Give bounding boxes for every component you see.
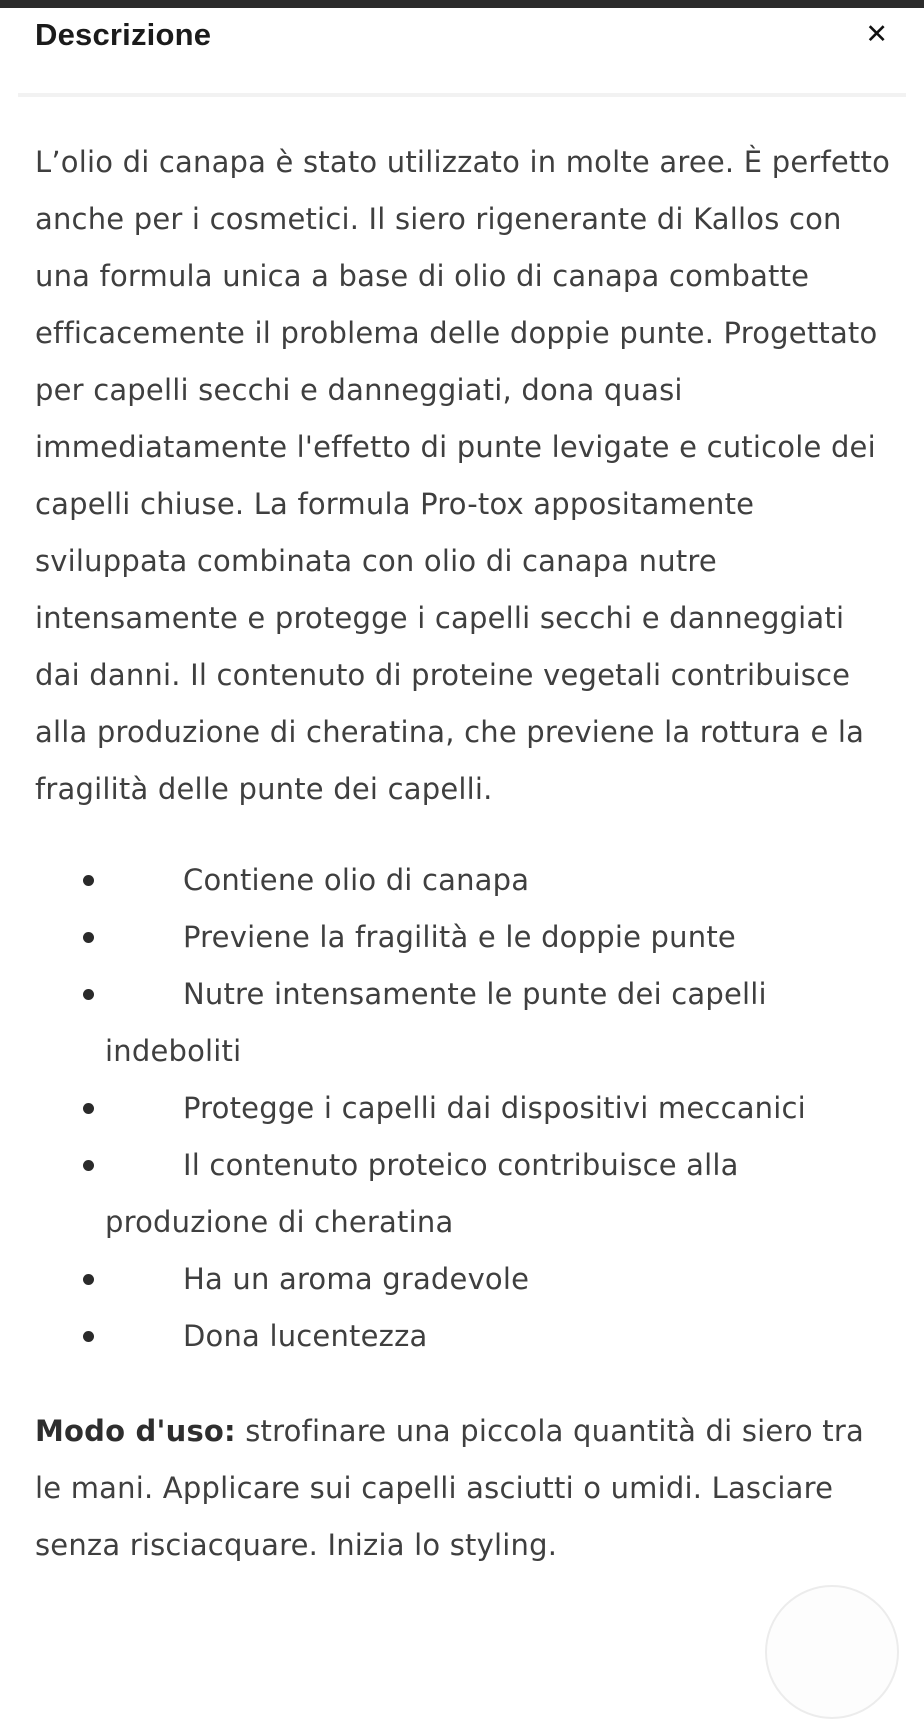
- bullet-dot-icon: [83, 1274, 94, 1285]
- bullet-item: [35, 909, 890, 966]
- top-edge-bar: [0, 0, 924, 8]
- usage-label: Modo d'uso:: [35, 1414, 236, 1448]
- header-divider: [18, 93, 906, 97]
- description-content: [0, 134, 924, 1574]
- close-icon: ✕: [865, 19, 888, 50]
- bullet-item: [35, 1080, 890, 1137]
- bullet-item: [35, 1251, 890, 1308]
- description-paragraph: L’olio di canapa è stato utilizzato in molte aree. È perfetto anche per i cosmetici. Il siero rigenerante di Kallos con una formula unica a base di olio di canapa combatte efficacemente il problema delle doppie punte. Progettato per capelli secchi e danneggiati, dona quasi immediatamente l'effetto di punte levigate e cuticole dei capelli chiuse. La formula Pro-tox appositamente sviluppata combinata con olio di canapa nutre intensamente e protegge i capelli secchi e danneggiati dai danni. Il contenuto di proteine vegetali contribuisce alla produzione di cheratina, che previene la rottura e la fragilità delle punte dei capelli.: [35, 145, 891, 806]
- bullet-item: [35, 1308, 890, 1365]
- bullet-text: Contiene olio di canapa: [183, 863, 530, 897]
- usage-paragraph: [35, 1403, 890, 1574]
- bullet-dot-icon: [83, 932, 94, 943]
- page-title: Descrizione: [35, 17, 212, 52]
- floating-action-button-partial[interactable]: [765, 1585, 899, 1719]
- bullet-dot-icon: [83, 875, 94, 886]
- bullet-text: Previene la fragilità e le doppie punte: [183, 920, 736, 954]
- bullet-text: Nutre intensamente le punte dei capelli indeboliti: [105, 977, 767, 1068]
- usage-text: strofinare una piccola quantità di siero tra le mani. Applicare sui capelli asciutti o umidi. Lasciare senza risciacquare. Inizia lo styling.: [35, 1414, 864, 1562]
- bullet-text: Dona lucentezza: [183, 1319, 428, 1353]
- bullet-dot-icon: [83, 1103, 94, 1114]
- bullet-item: [35, 966, 890, 1080]
- bullet-item: [35, 1137, 890, 1251]
- bullet-item: [35, 852, 890, 909]
- close-button[interactable]: [859, 16, 894, 54]
- modal-header: [0, 8, 924, 56]
- bullet-dot-icon: [83, 989, 94, 1000]
- bullet-text: Il contenuto proteico contribuisce alla produzione di cheratina: [105, 1148, 739, 1239]
- feature-bullet-list: [35, 852, 890, 1365]
- bullet-dot-icon: [83, 1160, 94, 1171]
- bullet-text: Protegge i capelli dai dispositivi meccanici: [183, 1091, 806, 1125]
- bullet-dot-icon: [83, 1331, 94, 1342]
- bullet-text: Ha un aroma gradevole: [183, 1262, 530, 1296]
